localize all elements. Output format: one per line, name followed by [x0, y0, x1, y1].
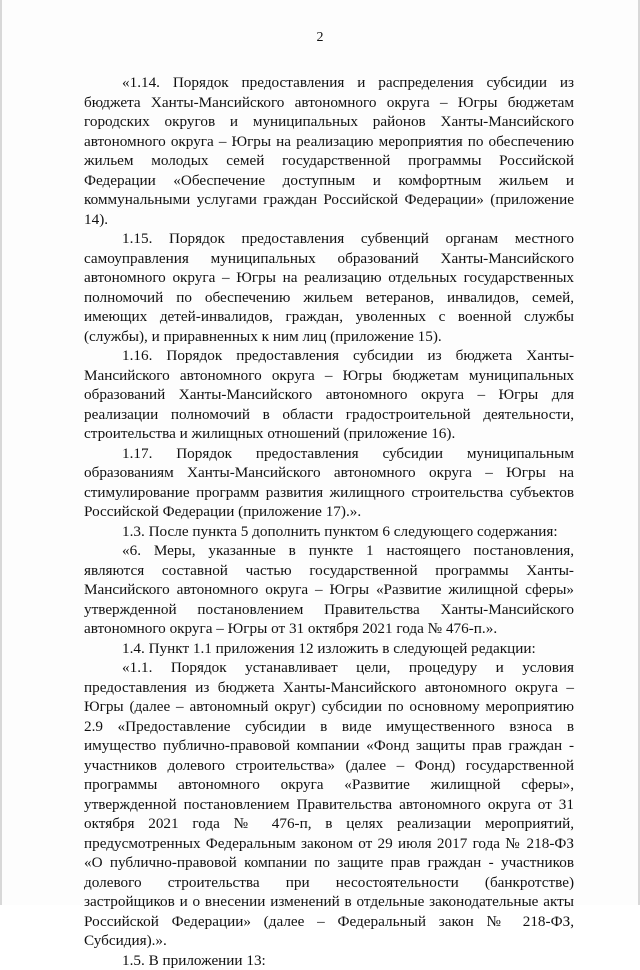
paragraph-6-quote: «6. Меры, указанные в пункте 1 настоящего постановления, являются составной частью государственной программы Ханты-Мансийского автономного округа – Югры «Развитие жилищной сферы» утвержденной постановлением Правительства Ханты-Мансийского автономного округа – Югры от 31 октября 2021 года № 476-п.». [84, 541, 574, 639]
paragraph-1-17: 1.17. Порядок предоставления субсидии муниципальным образованиям Ханты-Мансийского автономного округа – Югры на стимулирование программ развития жилищного строительства субъектов Российской Федерации (приложение 17).». [84, 444, 574, 522]
paragraph-1-5: 1.5. В приложении 13: [84, 951, 574, 970]
paragraph-1-14: «1.14. Порядок предоставления и распределения субсидии из бюджета Ханты-Мансийского автономного округа – Югры бюджетам городских округов и муниципальных районов Ханты-Мансийского автономного округа – Югры на реализацию мероприятия по обеспечению жильем молодых семей государственной программы Российской Федерации «Обеспечение доступным и комфортным жильем и коммунальными услугами граждан Российской Федерации» (приложение 14). [84, 73, 574, 229]
paragraph-1-4: 1.4. Пункт 1.1 приложения 12 изложить в следующей редакции: [84, 639, 574, 659]
document-body [84, 73, 574, 970]
scan-edge-left [0, 0, 2, 905]
paragraph-1-3: 1.3. После пункта 5 дополнить пунктом 6 следующего содержания: [84, 522, 574, 542]
paragraph-1-1-quote: «1.1. Порядок устанавливает цели, процедуру и условия предоставления из бюджета Ханты-Мансийского автономного округа – Югры (далее – автономный округ) субсидии по основному мероприятию 2.9 «Предоставление субсидии в виде имущественного взноса в имущество публично-правовой компании «Фонд защиты прав граждан - участников долевого строительства» (далее – Фонд) государственной программы автономного округа «Развитие жилищной сферы», утвержденной постановлением Правительства автономного округа от 31 октября 2021 года № 476-п, в целях реализации мероприятий, предусмотренных Федеральным законом от 29 июля 2017 года № 218-ФЗ «О публично-правовой компании по защите прав граждан - участников долевого строительства при несостоятельности (банкротстве) застройщиков и о внесении изменений в отдельные законодательные акты Российской Федерации» (далее – Федеральный закон № 218-ФЗ, Субсидия).». [84, 658, 574, 951]
paragraph-1-15: 1.15. Порядок предоставления субвенций органам местного самоуправления муниципальных образований Ханты-Мансийского автономного округа – Югры на реализацию отдельных государственных полномочий по обеспечению жильем ветеранов, инвалидов, семей, имеющих детей-инвалидов, граждан, уволенных с военной службы (службы), и приравненных к ним лиц (приложение 15). [84, 229, 574, 346]
page-number: 2 [0, 30, 640, 46]
paragraph-1-16: 1.16. Порядок предоставления субсидии из бюджета Ханты-Мансийского автономного округа – Югры бюджетам муниципальных образований Ханты-Мансийского автономного округа – Югры для реализации полномочий в области градостроительной деятельности, строительства и жилищных отношений (приложение 16). [84, 346, 574, 444]
